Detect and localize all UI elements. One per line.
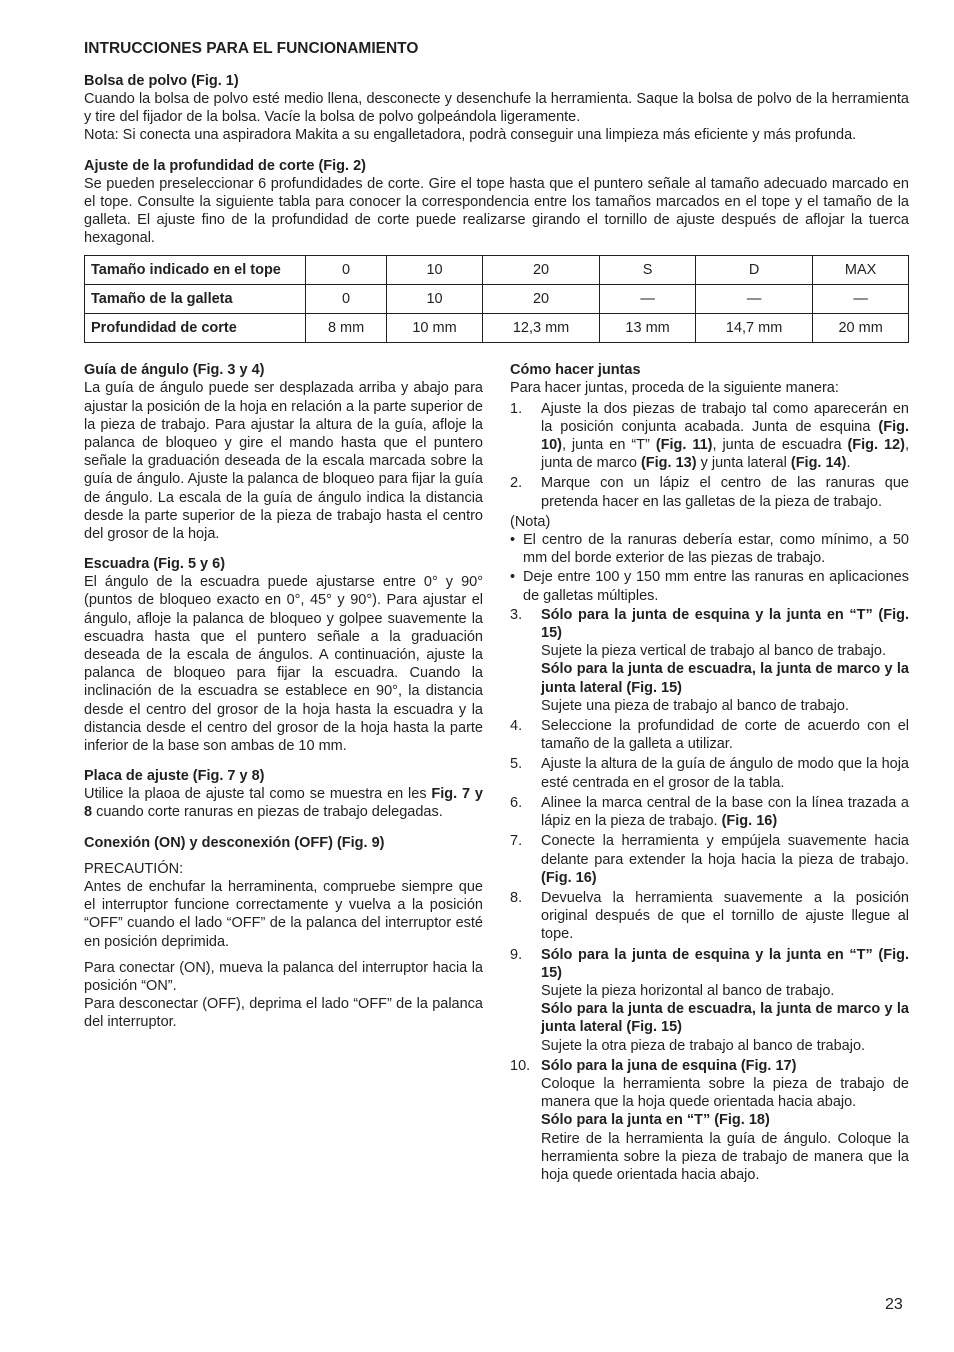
step-detail: Sujete la pieza vertical de trabajo al banco de trabajo. bbox=[541, 643, 886, 660]
fig-reference: (Fig. 12) bbox=[847, 437, 905, 454]
list-item bbox=[510, 474, 909, 510]
step-subheading: Sólo para la junta de esquina y la junta en “T” (Fig. 15) bbox=[541, 606, 909, 642]
step-text bbox=[541, 606, 909, 715]
section-conexion bbox=[84, 834, 483, 1032]
step-text bbox=[541, 1057, 909, 1184]
paragraph: El ángulo de la escuadra puede ajustarse entre 0° y 90° (puntos de bloqueo exacto en 0°, 45° y 90°). Para ajustar el ángulo, afloje la palanca de bloqueo y golpee suavemente la escuadra hasta que el puntero señale a la graduación deseada de la escala de ángulos. A continuación, ajuste la palanca de bloqueo para fijar la escuadra. Cuando la inclinación de la escuadra se establece en 90°, la distancia desde el centro del grosor de la hoja hasta la escuadra y la distancia desde el centro del grosor de la hoja hasta la parte inferior de la base son ambas de 10 mm. bbox=[84, 574, 483, 755]
step-number: 6. bbox=[510, 794, 523, 811]
fig-reference: (Fig. 13) bbox=[640, 455, 697, 472]
row-header: Tamaño de la galleta bbox=[85, 285, 306, 314]
table-cell: 8 mm bbox=[306, 314, 387, 343]
note-text: El centro de la ranuras debería estar, como mínimo, a 50 mm del borde exterior de las piezas de trabajo. bbox=[523, 532, 909, 567]
caution-text: Antes de enchufar la herraminenta, compruebe siempre que el interruptor funcione correctamente y vuelva a la posición “OFF” cuando el lado “OFF” de la palanca del interruptor esté en posición deprimida. bbox=[84, 878, 483, 950]
step-number: 10. bbox=[510, 1057, 531, 1074]
text-run: y junta lateral bbox=[696, 455, 791, 472]
section-heading: Conexión (ON) y desconexión (OFF) (Fig. 9) bbox=[84, 834, 385, 851]
text-run: , junta de escuadra bbox=[712, 437, 848, 454]
list-item bbox=[510, 946, 909, 1055]
step-detail: Sujete una pieza de trabajo al banco de trabajo. bbox=[541, 697, 849, 714]
section-placa bbox=[84, 767, 483, 821]
list-item bbox=[510, 531, 909, 567]
text-run: Utilice la plaoa de ajuste tal como se muestra en les bbox=[84, 786, 432, 803]
text-run: . bbox=[846, 455, 851, 472]
row-header: Tamaño indicado en el tope bbox=[85, 256, 306, 285]
list-item bbox=[510, 717, 909, 753]
page-title: INTRUCCIONES PARA EL FUNCIONAMIENTO bbox=[84, 40, 419, 57]
table-cell: 12,3 mm bbox=[482, 314, 599, 343]
step-number: 2. bbox=[510, 475, 523, 492]
paragraph: Para hacer juntas, proceda de la siguiente manera: bbox=[510, 380, 839, 397]
step-subheading: Sólo para la junta de escuadra, la junta de marco y la junta lateral (Fig. 15) bbox=[541, 661, 909, 696]
fig-reference: (Fig. 14) bbox=[790, 455, 847, 472]
step-detail: Retire de la herramienta la guía de ángulo. Coloque la herramienta sobre la pieza de trabajo de manera que la hoja quede orientada hacia abajo. bbox=[541, 1130, 909, 1183]
step-number: 8. bbox=[510, 889, 523, 906]
list-item bbox=[510, 832, 909, 887]
fig-reference: (Fig. 10) bbox=[541, 418, 909, 454]
text-run: Conecte la herramienta y empújela suavemente hacia delante para extender la hoja hacia la pieza de trabajo. bbox=[541, 833, 909, 868]
row-header: Profundidad de corte bbox=[85, 314, 306, 343]
section-ajuste bbox=[84, 157, 909, 248]
right-column bbox=[510, 361, 909, 1186]
text-run: Ajuste la dos piezas de trabajo tal como aparecerán en la posición conjunta acabada. Junta de esquina bbox=[541, 400, 909, 435]
paragraph: Nota: Si conecta una aspiradora Makita a su engalletadora, podrà conseguir una limpieza más eficiente y más profunda. bbox=[84, 127, 857, 144]
left-column bbox=[84, 361, 483, 1186]
section-heading: Ajuste de la profundidad de corte (Fig. 2) bbox=[84, 157, 366, 174]
caution-label: PRECAUTIÓN: bbox=[84, 860, 184, 877]
bullet-icon: • bbox=[510, 532, 516, 549]
paragraph: Cuando la bolsa de polvo esté medio llena, desconecte y desenchufe la herramienta. Saque la bolsa de polvo de la herramienta y tire del fijador de la bolsa. Vacíe la bolsa de polvo golpeándola ligeramente. bbox=[84, 91, 909, 126]
step-text bbox=[541, 832, 909, 887]
step-number: 7. bbox=[510, 833, 523, 850]
step-number: 9. bbox=[510, 946, 523, 963]
table-cell: 0 bbox=[306, 256, 387, 285]
note-text: Deje entre 100 y 150 mm entre las ranuras en aplicaciones de galletas múltiples. bbox=[523, 569, 909, 604]
table-cell: S bbox=[600, 256, 696, 285]
table-cell: 10 mm bbox=[387, 314, 483, 343]
table-cell: 10 bbox=[387, 285, 483, 314]
table-cell: — bbox=[695, 285, 812, 314]
table-cell: MAX bbox=[813, 256, 909, 285]
table-cell: 13 mm bbox=[600, 314, 696, 343]
section-heading: Escuadra (Fig. 5 y 6) bbox=[84, 556, 226, 573]
section-heading: Bolsa de polvo (Fig. 1) bbox=[84, 73, 239, 89]
table-cell: D bbox=[695, 256, 812, 285]
page-content bbox=[84, 38, 909, 1186]
step-detail: Sujete la pieza horizontal al banco de trabajo. bbox=[541, 982, 835, 999]
table-cell: 10 bbox=[387, 256, 483, 285]
step-number: 1. bbox=[510, 400, 523, 417]
step-subheading: Sólo para la juna de esquina (Fig. 17) bbox=[541, 1057, 797, 1074]
step-text bbox=[541, 400, 909, 473]
section-bolsa bbox=[84, 72, 909, 145]
table-row bbox=[85, 314, 909, 343]
list-item bbox=[510, 1057, 909, 1184]
section-heading: Guía de ángulo (Fig. 3 y 4) bbox=[84, 362, 265, 379]
text-run: , junta en “T” bbox=[561, 437, 656, 454]
list-item bbox=[510, 568, 909, 604]
step-number: 5. bbox=[510, 756, 523, 773]
list-item bbox=[510, 755, 909, 791]
table-cell: 14,7 mm bbox=[695, 314, 812, 343]
step-subheading: Sólo para la junta de escuadra, la junta de marco y la junta lateral (Fig. 15) bbox=[541, 1001, 909, 1036]
list-item bbox=[510, 400, 909, 473]
fig-reference: (Fig. 16) bbox=[541, 869, 597, 886]
fig-reference: (Fig. 11) bbox=[655, 437, 713, 454]
step-text: Ajuste la altura de la guía de ángulo de modo que la hoja esté centrada en el grosor de la tabla. bbox=[541, 756, 909, 791]
step-text: Seleccione la profundidad de corte de acuerdo con el tamaño de la galleta a utilizar. bbox=[541, 718, 909, 753]
step-number: 4. bbox=[510, 718, 523, 735]
notes-list bbox=[510, 531, 909, 605]
step-detail: Coloque la herramienta sobre la pieza de trabajo de manera que la hoja quede orientada hacia abajo. bbox=[541, 1075, 909, 1111]
steps-list bbox=[510, 606, 909, 1184]
table-cell: — bbox=[813, 285, 909, 314]
table-row bbox=[85, 285, 909, 314]
depth-table bbox=[84, 255, 909, 343]
step-subheading: Sólo para la junta de esquina y la junta en “T” (Fig. 15) bbox=[541, 946, 909, 981]
section-escuadra bbox=[84, 555, 483, 755]
step-detail: Sujete la otra pieza de trabajo al banco de trabajo. bbox=[541, 1037, 866, 1054]
step-subheading: Sólo para la junta en “T” (Fig. 18) bbox=[541, 1112, 770, 1129]
text-run: , junta de marco bbox=[541, 437, 909, 472]
table-row bbox=[85, 256, 909, 285]
list-item bbox=[510, 606, 909, 715]
note-label: (Nota) bbox=[510, 513, 551, 530]
table-cell: 0 bbox=[306, 285, 387, 314]
paragraph bbox=[84, 785, 483, 821]
text-run: Alinee la marca central de la base con la línea trazada a lápiz en la pieza de trabajo. bbox=[541, 794, 909, 830]
fig-reference: (Fig. 16) bbox=[721, 813, 778, 830]
bullet-icon: • bbox=[510, 569, 516, 586]
table-cell: — bbox=[600, 285, 696, 314]
list-item bbox=[510, 889, 909, 944]
section-guia bbox=[84, 361, 483, 543]
text-run: cuando corte ranuras en piezas de trabajo delegadas. bbox=[92, 804, 443, 821]
step-text bbox=[541, 946, 909, 1055]
table-cell: 20 bbox=[482, 256, 599, 285]
fig-reference: Fig. 7 y 8 bbox=[84, 786, 483, 821]
section-heading: Cómo hacer juntas bbox=[510, 362, 641, 379]
step-text: Marque con un lápiz el centro de las ranuras que pretenda hacer en las galletas de la pieza de trabajo. bbox=[541, 475, 909, 510]
step-number: 3. bbox=[510, 606, 523, 623]
section-heading: Placa de ajuste (Fig. 7 y 8) bbox=[84, 768, 265, 785]
step-text: Devuelva la herramienta suavemente a la posición original después de que el tornillo de ajuste llegue al tope. bbox=[541, 889, 909, 943]
two-column-body bbox=[84, 361, 909, 1186]
paragraph: La guía de ángulo puede ser desplazada arriba y abajo para ajustar la posición de la hoja en relación a la parte superior de la pieza de trabajo. Para ajustar la altura de la guía, afloje la palanca de bloqueo y gire el mando hasta que el puntero señale la graduación deseada de la escala marcada sobre la guía de ángulo. Ajuste la palanca de bloqueo para fijar la guía de ángulo. La escala de la guía de ángulo indica la distancia desde la parte superior de la pieza de trabajo hasta el centro del grosor de la hoja. bbox=[84, 380, 483, 543]
table-cell: 20 bbox=[482, 285, 599, 314]
paragraph: Se pueden preseleccionar 6 profundidades de corte. Gire el tope hasta que el puntero señale al tamaño adecuado marcado en el tope. Consulte la siguiente tabla para conocer la correspondencia entre los tamaños marcados en el tope y el tamaño de la galleta. El ajuste fino de la profundidad de corte puede realizarse girando el tornillo de ajuste después de aflojar la tuerca hexagonal. bbox=[84, 175, 909, 247]
table-cell: 20 mm bbox=[813, 314, 909, 343]
step-text bbox=[541, 794, 909, 830]
steps-list bbox=[510, 400, 909, 511]
list-item bbox=[510, 794, 909, 830]
page-number: 23 bbox=[885, 1296, 903, 1313]
paragraph: Para conectar (ON), mueva la palanca del interruptor hacia la posición “ON”. bbox=[84, 959, 483, 994]
paragraph: Para desconectar (OFF), deprima el lado “OFF” de la palanca del interruptor. bbox=[84, 996, 483, 1031]
